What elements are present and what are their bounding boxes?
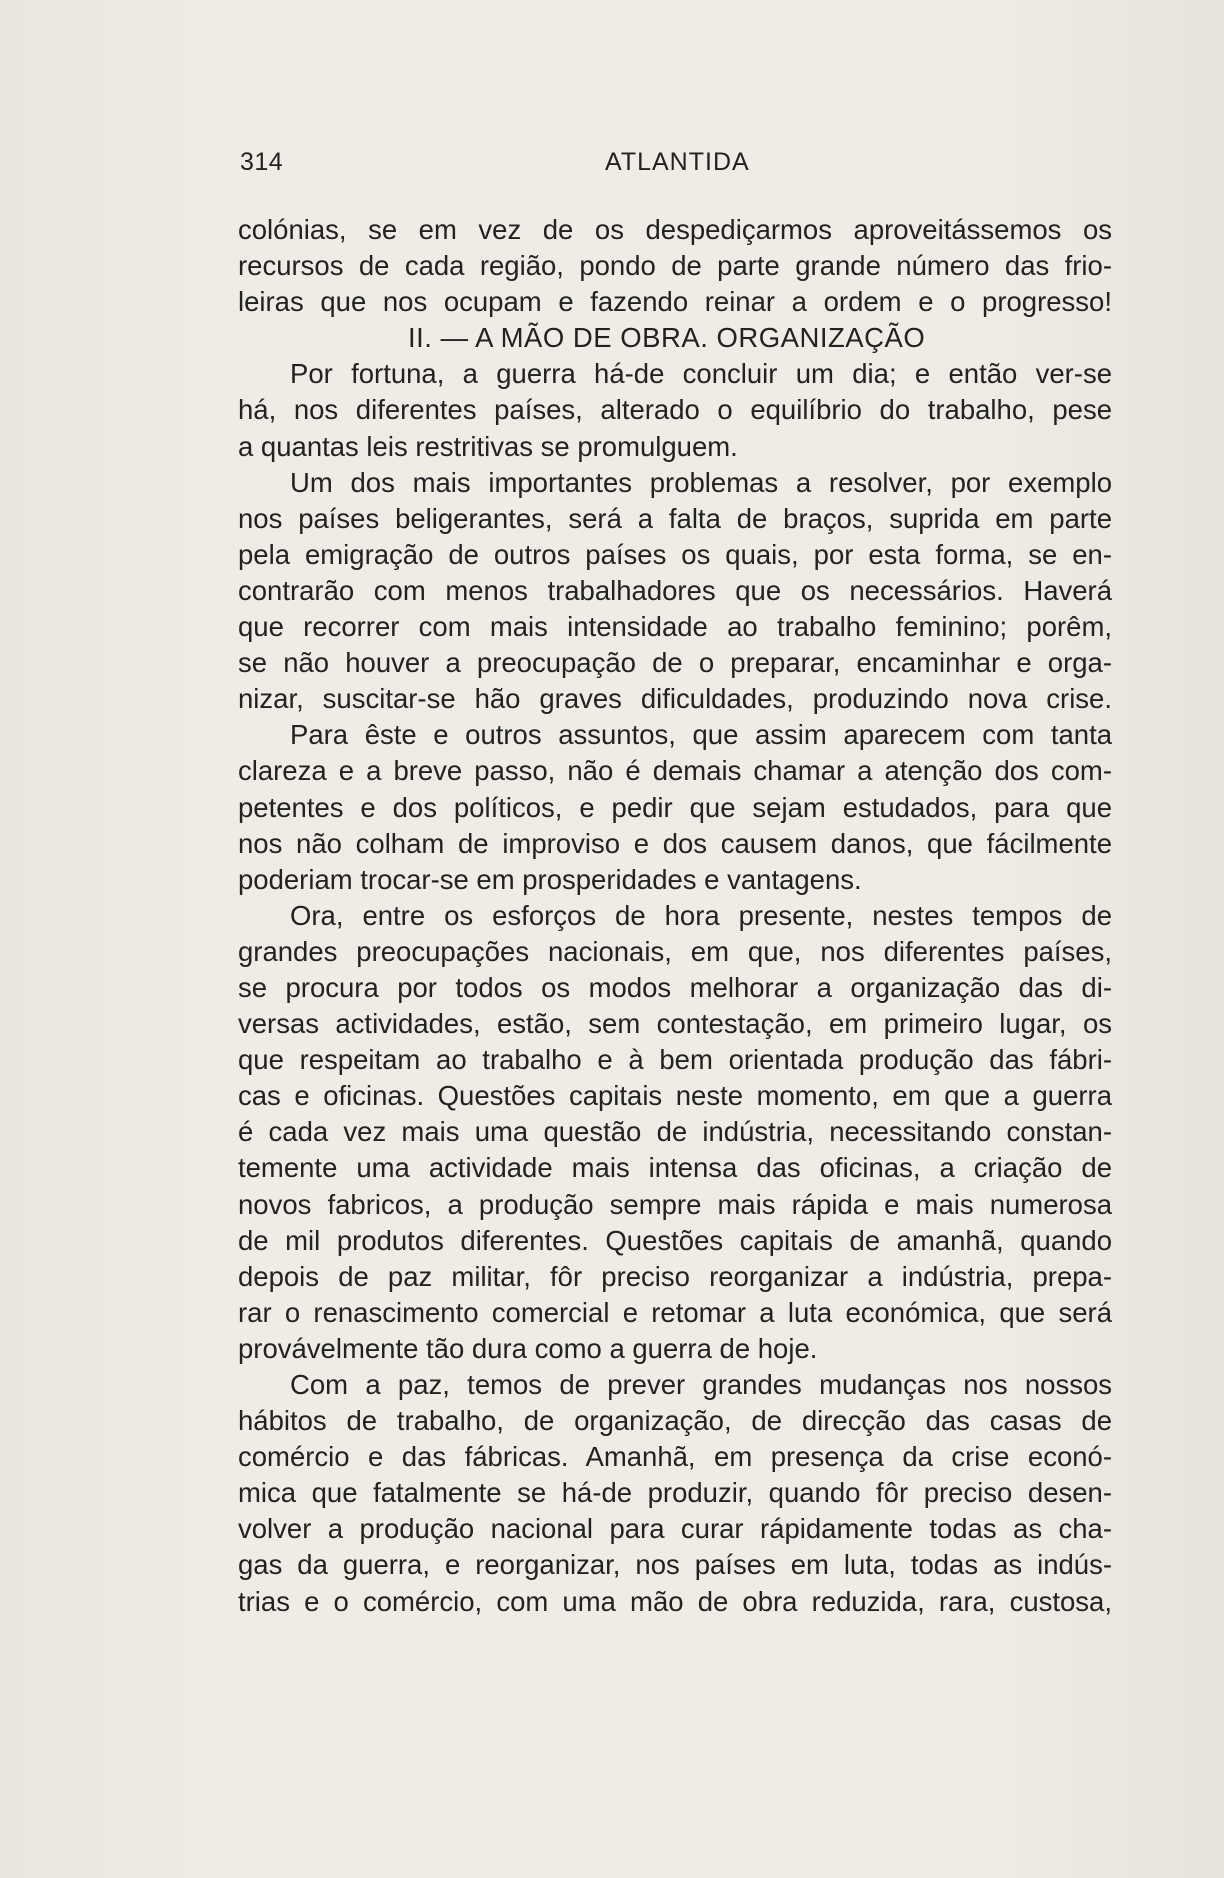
text-line: Para êste e outros assuntos, que assim aparecem com tanta bbox=[290, 719, 1112, 751]
text-line: temente uma actividade mais intensa das oficinas, a criação de bbox=[238, 1152, 1112, 1184]
text-line: nos não colham de improviso e dos causem danos, que fácilmente bbox=[238, 827, 1112, 859]
text-line: trias e o comércio, com uma mão de obra reduzida, rara, custosa, bbox=[238, 1585, 1112, 1617]
text-line: pela emigração de outros países os quais, por esta forma, se en- bbox=[238, 538, 1112, 570]
text-line: petentes e dos políticos, e pedir que sejam estudados, para que bbox=[238, 791, 1112, 823]
text-line: se não houver a preocupação de o preparar, encaminhar e orga- bbox=[238, 647, 1112, 679]
text-line: Ora, entre os esforços de hora presente, nestes tempos de bbox=[290, 899, 1112, 931]
text-line: nizar, suscitar-se hão graves dificuldades, produzindo nova crise. bbox=[238, 683, 1112, 715]
text-line: Por fortuna, a guerra há-de concluir um dia; e então ver-se bbox=[290, 358, 1112, 390]
text-line: versas actividades, estão, sem contestação, em primeiro lugar, os bbox=[238, 1008, 1112, 1040]
text-line: depois de paz militar, fôr preciso reorganizar a indústria, prepa- bbox=[238, 1260, 1112, 1292]
text-line: provávelmente tão dura como a guerra de hoje. bbox=[238, 1332, 818, 1364]
text-line: gas da guerra, e reorganizar, nos países em luta, todas as indús- bbox=[238, 1549, 1112, 1581]
text-line: de mil produtos diferentes. Questões capitais de amanhã, quando bbox=[238, 1224, 1112, 1256]
section-heading: II. — A MÃO DE OBRA. ORGANIZAÇÃO bbox=[408, 322, 926, 354]
page-number: 314 bbox=[240, 148, 284, 176]
text-line: recursos de cada região, pondo de parte grande número das frio- bbox=[238, 250, 1112, 282]
body-text bbox=[238, 212, 1112, 1620]
text-line: novos fabricos, a produção sempre mais rápida e mais numerosa bbox=[238, 1188, 1112, 1220]
text-line: é cada vez mais uma questão de indústria, necessitando constan- bbox=[238, 1116, 1112, 1148]
text-line: leiras que nos ocupam e fazendo reinar a ordem e o progresso! bbox=[238, 286, 1112, 318]
text-line: há, nos diferentes países, alterado o equilíbrio do trabalho, pese bbox=[238, 394, 1112, 426]
running-title: ATLANTIDA bbox=[605, 148, 750, 176]
text-line: que respeitam ao trabalho e à bem orientada produção das fábri- bbox=[238, 1044, 1112, 1076]
text-line: cas e oficinas. Questões capitais neste momento, em que a guerra bbox=[238, 1080, 1112, 1112]
text-line: hábitos de trabalho, de organização, de direcção das casas de bbox=[238, 1405, 1112, 1437]
text-line: comércio e das fábricas. Amanhã, em presença da crise econó- bbox=[238, 1441, 1112, 1473]
text-line: se procura por todos os modos melhorar a organização das di- bbox=[238, 971, 1112, 1003]
text-line: a quantas leis restritivas se promulguem. bbox=[238, 430, 738, 462]
page-header bbox=[240, 148, 780, 182]
text-line: clareza e a breve passo, não é demais chamar a atenção dos com- bbox=[238, 755, 1112, 787]
text-line: Um dos mais importantes problemas a resolver, por exemplo bbox=[290, 466, 1112, 498]
text-line: mica que fatalmente se há-de produzir, quando fôr preciso desen- bbox=[238, 1477, 1112, 1509]
text-line: nos países beligerantes, será a falta de braços, suprida em parte bbox=[238, 502, 1112, 534]
text-line: colónias, se em vez de os despediçarmos aproveitássemos os bbox=[238, 214, 1112, 245]
text-line: volver a produção nacional para curar rápidamente todas as cha- bbox=[238, 1513, 1112, 1545]
text-line: poderiam trocar-se em prosperidades e vantagens. bbox=[238, 863, 862, 895]
text-line: que recorrer com mais intensidade ao trabalho feminino; porêm, bbox=[238, 611, 1112, 643]
text-line: Com a paz, temos de prever grandes mudanças nos nossos bbox=[290, 1369, 1112, 1400]
text-line: contrarão com menos trabalhadores que os necessários. Haverá bbox=[238, 574, 1112, 606]
text-line: grandes preocupações nacionais, em que, nos diferentes países, bbox=[238, 935, 1112, 967]
text-line: rar o renascimento comercial e retomar a luta económica, que será bbox=[238, 1296, 1112, 1328]
